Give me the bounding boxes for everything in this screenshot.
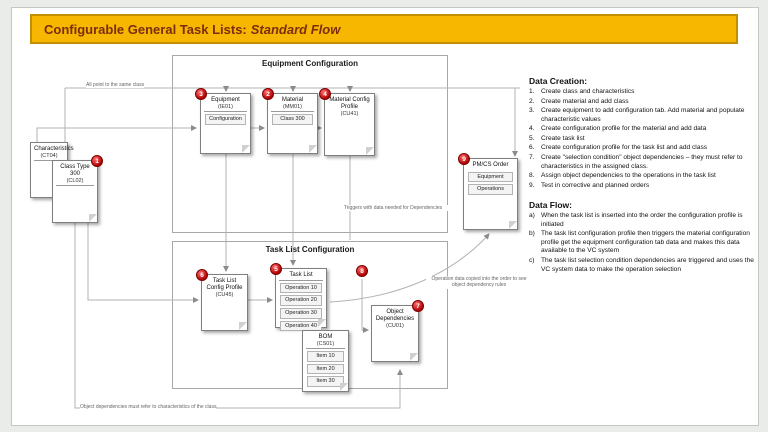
- list-marker: 6.: [529, 144, 535, 152]
- list-text: Create material and add class: [541, 97, 629, 105]
- spacer: [529, 191, 762, 200]
- list-text: Assign object dependencies to the operations in the task list: [541, 172, 716, 180]
- doc-code: (CU45): [215, 291, 234, 298]
- doc-material-config-profile[interactable]: [323, 90, 375, 156]
- doc-row: Operations: [468, 184, 513, 195]
- list-marker: 7.: [529, 153, 535, 161]
- connector-task-list-to-order-curve: [330, 234, 489, 302]
- list-marker: 1.: [529, 88, 535, 95]
- folded-corner: [509, 221, 517, 229]
- section-title: Task List Configuration: [265, 245, 355, 254]
- list-item: [529, 182, 762, 191]
- doc-code: (CT04): [40, 152, 58, 159]
- doc-title: [306, 334, 345, 349]
- list-text: The task list configuration profile then triggers the material configuration profile get the equipment configuration tab data and makes this data available to the VC system: [541, 230, 750, 255]
- step-badge-assign-dependencies: 8: [356, 265, 368, 277]
- doc-row: Item 30: [307, 376, 344, 387]
- list-marker: 2.: [529, 97, 535, 105]
- doc-row: Item 10: [307, 351, 344, 362]
- list-text: Create "selection condition" object dependencies – they must refer to characteristics in the assigned class.: [541, 153, 743, 170]
- list-item: [529, 154, 762, 171]
- doc-code: (CS01): [316, 340, 335, 347]
- page-title: Configurable General Task Lists:: [44, 21, 247, 37]
- doc-title-text: Material Config Profile: [329, 97, 370, 110]
- folded-corner: [239, 322, 247, 330]
- doc-title: [56, 164, 94, 186]
- data-flow-heading: Data Flow:: [529, 200, 572, 211]
- annotation-bottom: Object dependencies must refer to characteristics of the class: [80, 404, 217, 410]
- step-badge: 2: [262, 88, 274, 100]
- doc-material[interactable]: [266, 90, 318, 154]
- doc-title-text: Equipment: [211, 97, 240, 103]
- doc-code: (CL02): [66, 177, 84, 184]
- list-text: Create configuration profile for the material and add data: [541, 125, 707, 133]
- list-text: When the task list is inserted into the order the configuration profile is initiated: [541, 212, 743, 228]
- folded-corner: [340, 383, 348, 391]
- step-badge: 4: [319, 88, 331, 100]
- list-item: [529, 125, 762, 134]
- list-text: Test in corrective and planned orders: [541, 181, 650, 189]
- doc-row: Operation 10: [280, 283, 322, 294]
- step-badge: 5: [270, 263, 282, 275]
- doc-title: [34, 146, 74, 161]
- annotation-operation-copy: Operation data copied into the order to see object dependency rules: [426, 276, 532, 289]
- doc-row: Equipment: [468, 172, 513, 183]
- notes-panel: [529, 76, 762, 275]
- doc-row: Item 20: [307, 364, 344, 375]
- doc-title-text: Object Dependencies: [375, 309, 415, 322]
- doc-row: Configuration: [205, 114, 246, 125]
- step-badge: 1: [91, 155, 103, 167]
- doc-row: Operation 30: [280, 308, 322, 319]
- list-item: [529, 107, 762, 124]
- doc-code: (IE01): [218, 103, 233, 110]
- doc-title: [205, 278, 244, 299]
- folded-corner: [309, 145, 317, 153]
- doc-title: [328, 97, 371, 118]
- list-item: [529, 257, 762, 274]
- list-text: Create configuration profile for the task list and add class: [541, 144, 708, 152]
- doc-title-text: PM/CS Order: [472, 162, 509, 168]
- list-item: [529, 98, 762, 107]
- list-marker: 9.: [529, 181, 535, 189]
- doc-class-type-300[interactable]: [52, 157, 99, 223]
- doc-title: [279, 272, 323, 281]
- folded-corner: [410, 353, 418, 361]
- step-badge: 7: [412, 300, 424, 312]
- doc-code: (MM01): [283, 103, 302, 110]
- list-marker: 4.: [529, 125, 535, 133]
- doc-title-text: Class Type 300: [60, 164, 90, 177]
- doc-title: [375, 309, 415, 330]
- list-marker: 8.: [529, 172, 535, 180]
- doc-task-list-config-profile[interactable]: [200, 271, 248, 331]
- doc-row: Operation 40: [280, 321, 322, 332]
- connector-badge8-to-object-dependencies: [362, 279, 368, 330]
- folded-corner: [318, 319, 326, 327]
- section-title: Equipment Configuration: [262, 59, 358, 68]
- list-marker: c): [529, 257, 535, 264]
- list-item: [529, 144, 762, 153]
- connector-characteristics-to-equipment: [37, 128, 196, 142]
- annotation-top-bus: All point to the same class: [86, 82, 145, 88]
- doc-bom[interactable]: [302, 330, 349, 392]
- list-item: [529, 88, 762, 97]
- folded-corner: [366, 147, 374, 155]
- list-item: [529, 230, 762, 256]
- doc-code: (CU01): [386, 322, 404, 329]
- list-marker: a): [529, 212, 535, 220]
- list-text: Create class and characteristics: [541, 88, 635, 95]
- doc-row: Class 300: [272, 114, 313, 125]
- doc-title-text: Material: [281, 97, 304, 103]
- doc-row: Operation 20: [280, 295, 322, 306]
- page-title-emphasis: Standard Flow: [250, 21, 341, 37]
- list-marker: b): [529, 230, 535, 238]
- doc-title: [204, 97, 247, 112]
- annotation-triggers: Triggers with data needed for Dependencies: [337, 205, 449, 211]
- list-item: [529, 135, 762, 144]
- step-badge: 9: [458, 153, 470, 165]
- list-text: Create equipment to add configuration tab. Add material and populate characteristic values: [541, 107, 745, 123]
- doc-title: [271, 97, 314, 112]
- doc-pm-cs-order[interactable]: [462, 155, 518, 230]
- doc-title-text: Characteristics: [34, 146, 74, 152]
- doc-title-text: Task List: [289, 272, 313, 278]
- connector-class-to-tl-config-profile: [88, 223, 198, 300]
- list-marker: 3.: [529, 107, 535, 115]
- doc-title-text: BOM: [318, 334, 333, 340]
- step-badge: 6: [196, 269, 208, 281]
- doc-task-list[interactable]: [274, 265, 327, 329]
- list-item: [529, 172, 762, 181]
- step-badge: 3: [195, 88, 207, 100]
- doc-object-dependencies[interactable]: [371, 302, 420, 362]
- doc-equipment[interactable]: [199, 90, 251, 154]
- list-text: The task list selection condition dependencies are triggered and uses the VC system data to make the operation selection: [541, 257, 754, 273]
- list-item: [529, 212, 762, 229]
- list-marker: 5.: [529, 134, 535, 142]
- list-text: Create task list: [541, 134, 585, 142]
- folded-corner: [89, 214, 97, 222]
- doc-title-text: Task List Config Profile: [206, 278, 243, 291]
- folded-corner: [242, 145, 250, 153]
- data-creation-heading: Data Creation:: [529, 76, 588, 86]
- doc-title: [467, 162, 514, 170]
- doc-code: (CU41): [340, 110, 359, 117]
